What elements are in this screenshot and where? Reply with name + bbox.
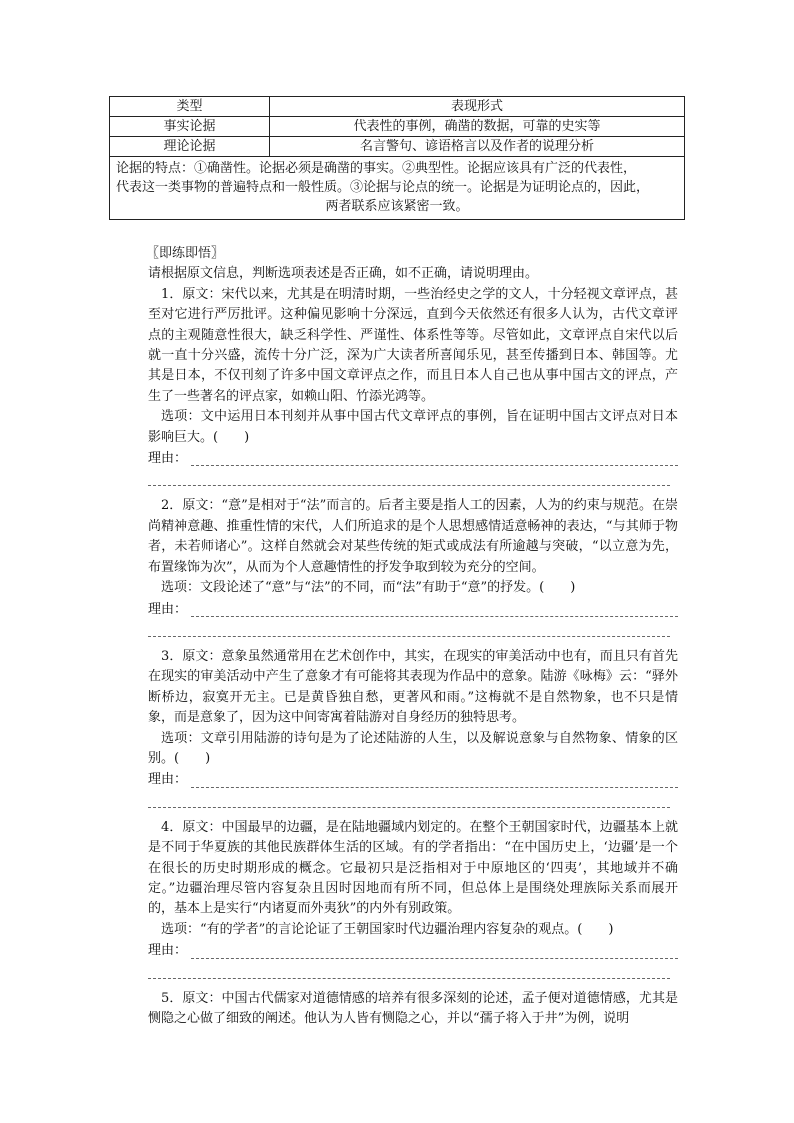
- reason-line-2[interactable]: [148, 620, 670, 637]
- reason-field[interactable]: [148, 770, 678, 790]
- answer-blank[interactable]: ( ): [213, 429, 250, 445]
- row-form-cell: 代表性的事例，确凿的数据，可靠的史实等: [270, 117, 685, 137]
- reason-line-2[interactable]: [148, 962, 670, 979]
- table-row: [110, 117, 685, 137]
- row-type-cell: 理论论据: [110, 137, 270, 157]
- answer-blank[interactable]: ( ): [174, 750, 211, 766]
- reason-line[interactable]: [191, 773, 678, 788]
- practice-section: [148, 244, 678, 1029]
- question-text: 2．原文：“意”是相对于“法”而言的。后者主要是指人工的因素，人为的约束与规范。在崇尚精神意趣、推重性情的宋代，人们所追求的是个人思想感情适意畅神的表达，“与其师于物者，未若师诸心”。这样自然就会对某些传统的矩式或成法有所逾越与突破，“以立意为先，布置缘饰为次”，从而为个人意趣情性的抒发争取到较为充分的空间。: [148, 498, 678, 575]
- note-line: 两者联系应该紧密一致。: [325, 199, 469, 214]
- reason-line-2[interactable]: [148, 469, 670, 486]
- reason-label: 理由：: [148, 601, 188, 617]
- note-line: 代表这一类事物的普遍特点和一般性质。③论据与论点的统一。论据是为证明论点的，因此，: [116, 180, 650, 195]
- reason-line[interactable]: [191, 602, 678, 617]
- table-row: [110, 137, 685, 157]
- question-option: 选项：文章引用陆游的诗句是为了论述陆游的人生，以及解说意象与自然物象、情象的区别。( ): [148, 730, 678, 766]
- question-option: 选项：文段论述了“意”与“法”的不同，而“法”有助于“意”的抒发。( ): [161, 580, 576, 596]
- question-text: 3．原文：意象虽然通常用在艺术创作中，其实，在现实的审美活动中也有，而且只有首先在现实的审美活动中产生了意象才有可能将其表现为作品中的意象。陆游《咏梅》云：“驿外断桥边，寂寞开无主。已是黄昏独自愁，更著风和雨。”这梅就不是自然物象，也不只是情象，而是意象了，因为这中间寄寓着陆游对自身经历的独特思考。: [148, 648, 678, 726]
- evidence-types-table: [109, 96, 685, 220]
- question-text: 5．原文：中国古代儒家对道德情感的培养有很多深刻的论述，孟子便对道德情感，尤其是恻隐之心做了细致的阐述。他认为人皆有恻隐之心，并以“孺子将入于井”为例，说明: [148, 990, 678, 1026]
- note-line: 论据的特点：①确凿性。论据必须是确凿的事实。②典型性。论据应该具有广泛的代表性，: [116, 161, 637, 176]
- reason-field[interactable]: [148, 449, 678, 469]
- practice-heading: 〖即练即悟〗: [146, 246, 225, 261]
- reason-field[interactable]: [148, 941, 678, 961]
- question-option: 选项：“有的学者”的言论论证了王朝国家时代边疆治理内容复杂的观点。( ): [161, 921, 614, 937]
- question-1: [148, 285, 678, 487]
- table-header-row: [110, 97, 685, 117]
- question-2: [148, 496, 678, 636]
- question-4: [148, 818, 678, 979]
- reason-label: 理由：: [148, 451, 188, 467]
- header-cell-form: 表现形式: [270, 97, 685, 117]
- question-5: [148, 989, 678, 1030]
- reason-label: 理由：: [148, 943, 188, 959]
- question-option: 选项：文中运用日本刊刻并从事中国古代文章评点的事例，旨在证明中国古文评点对日本影响巨大。( ): [148, 409, 678, 445]
- evidence-features-note: [110, 157, 685, 220]
- question-text: 1．原文：宋代以来，尤其是在明清时期，一些治经史之学的文人，十分轻视文章评点，甚至对它进行严厉批评。这种偏见影响十分深远，直到今天依然还有很多人认为，古代文章评点的主观随意性很大，缺乏科学性、严谨性、体系性等等。尽管如此，文章评点自宋代以后就一直十分兴盛，流传十分广泛，深为广大读者所喜闻乐见，甚至传播到日本、韩国等。尤其是日本，不仅刊刻了许多中国文章评点之作，而且日本人自己也从事中国古文的评点，产生了一些著名的评点家，如赖山阳、竹添光鸿等。: [148, 286, 678, 404]
- reason-line-2[interactable]: [148, 791, 670, 808]
- question-3: [148, 647, 678, 808]
- answer-blank[interactable]: ( ): [577, 921, 614, 937]
- reason-label: 理由：: [148, 772, 188, 788]
- question-text: 4．原文：中国最早的边疆，是在陆地疆域内划定的。在整个王朝国家时代，边疆基本上就是不同于华夏族的其他民族群体生活的区域。有的学者指出：“在中国历史上，‘边疆’是一个在很长的历史时期形成的概念。它最初只是泛指相对于中原地区的‘四夷’，其地域并不确定。”边疆治理尽管内容复杂且因时因地而有所不同，但总体上是围绕处理族际关系而展开的，基本上是实行“内诸夏而外夷狄”的内外有别政策。: [148, 819, 678, 917]
- table-note-row: [110, 157, 685, 220]
- reason-field[interactable]: [148, 600, 678, 620]
- answer-blank[interactable]: ( ): [539, 580, 576, 596]
- practice-instruction: 请根据原文信息，判断选项表述是否正确，如不正确，请说明理由。: [148, 266, 539, 282]
- row-form-cell: 名言警句、谚语格言以及作者的说理分析: [270, 137, 685, 157]
- reason-line[interactable]: [191, 451, 678, 466]
- row-type-cell: 事实论据: [110, 117, 270, 137]
- header-cell-type: 类型: [110, 97, 270, 117]
- reason-line[interactable]: [191, 944, 678, 959]
